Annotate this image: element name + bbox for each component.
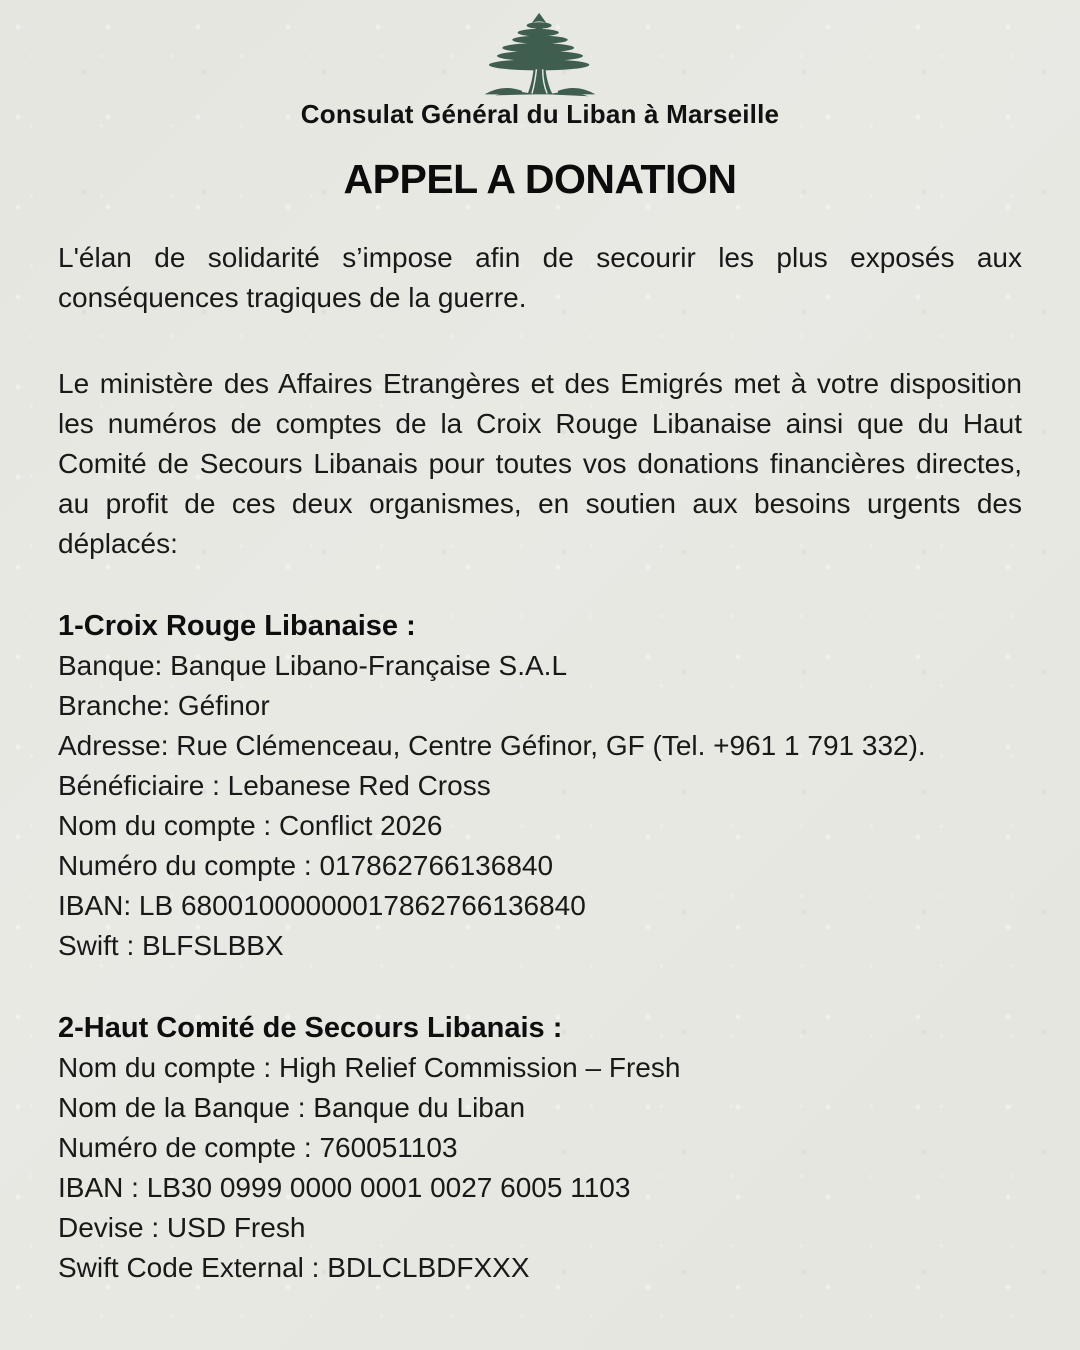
detail-line-swift-code: Swift Code External : BDLCLBDFXXX — [58, 1252, 530, 1283]
detail-line-bank-name: Nom de la Banque : Banque du Liban — [58, 1092, 526, 1123]
page-title: APPEL A DONATION — [343, 156, 737, 202]
detail-line-bank: Banque: Banque Libano-Française S.A.L — [58, 650, 568, 681]
intro-paragraph-2: Le ministère des Affaires Etrangères et des Emigrés met à votre disposition les numéros de comptes de la Croix Rouge Libanaise ainsi que du Haut Comité de Secours Libanais pour toutes vos donations financières directes, au profit de ces deux organismes, en soutien aux besoins urgents des déplacés: — [58, 368, 1022, 559]
detail-line-branch: Branche: Géfinor — [58, 690, 270, 721]
detail-line-account-number: Numéro du compte : 017862766136840 — [58, 850, 554, 881]
section-heading: 2-Haut Comité de Secours Libanais : — [58, 1012, 563, 1044]
detail-line-iban: IBAN : LB30 0999 0000 0001 0027 6005 1103 — [58, 1172, 631, 1203]
detail-line-swift: Swift : BLFSLBBX — [58, 930, 284, 961]
detail-line-account-name: Nom du compte : Conflict 2026 — [58, 810, 443, 841]
detail-line-address: Adresse: Rue Clémenceau, Centre Géfinor, GF (Tel. +961 1 791 332). — [58, 730, 926, 761]
poster-header — [58, 8, 1022, 202]
detail-line-account-name: Nom du compte : High Relief Commission – Fresh — [58, 1052, 681, 1083]
intro-paragraph-1: L'élan de solidarité s’impose afin de secourir les plus exposés aux conséquences tragiques de la guerre. — [58, 242, 1022, 313]
detail-line-iban: IBAN: LB 68001000000017862766136840 — [58, 890, 586, 921]
cedar-tree-logo-icon — [476, 12, 604, 98]
section-croix-rouge — [58, 606, 1022, 966]
logo-wrap — [58, 8, 1022, 98]
section-heading: 1-Croix Rouge Libanaise : — [58, 610, 416, 642]
org-name: Consulat Général du Liban à Marseille — [300, 99, 780, 129]
section-haut-comite — [58, 1008, 1022, 1288]
detail-line-beneficiary: Bénéficiaire : Lebanese Red Cross — [58, 770, 491, 801]
detail-line-currency: Devise : USD Fresh — [58, 1212, 306, 1243]
detail-line-account-number: Numéro de compte : 760051103 — [58, 1132, 458, 1163]
